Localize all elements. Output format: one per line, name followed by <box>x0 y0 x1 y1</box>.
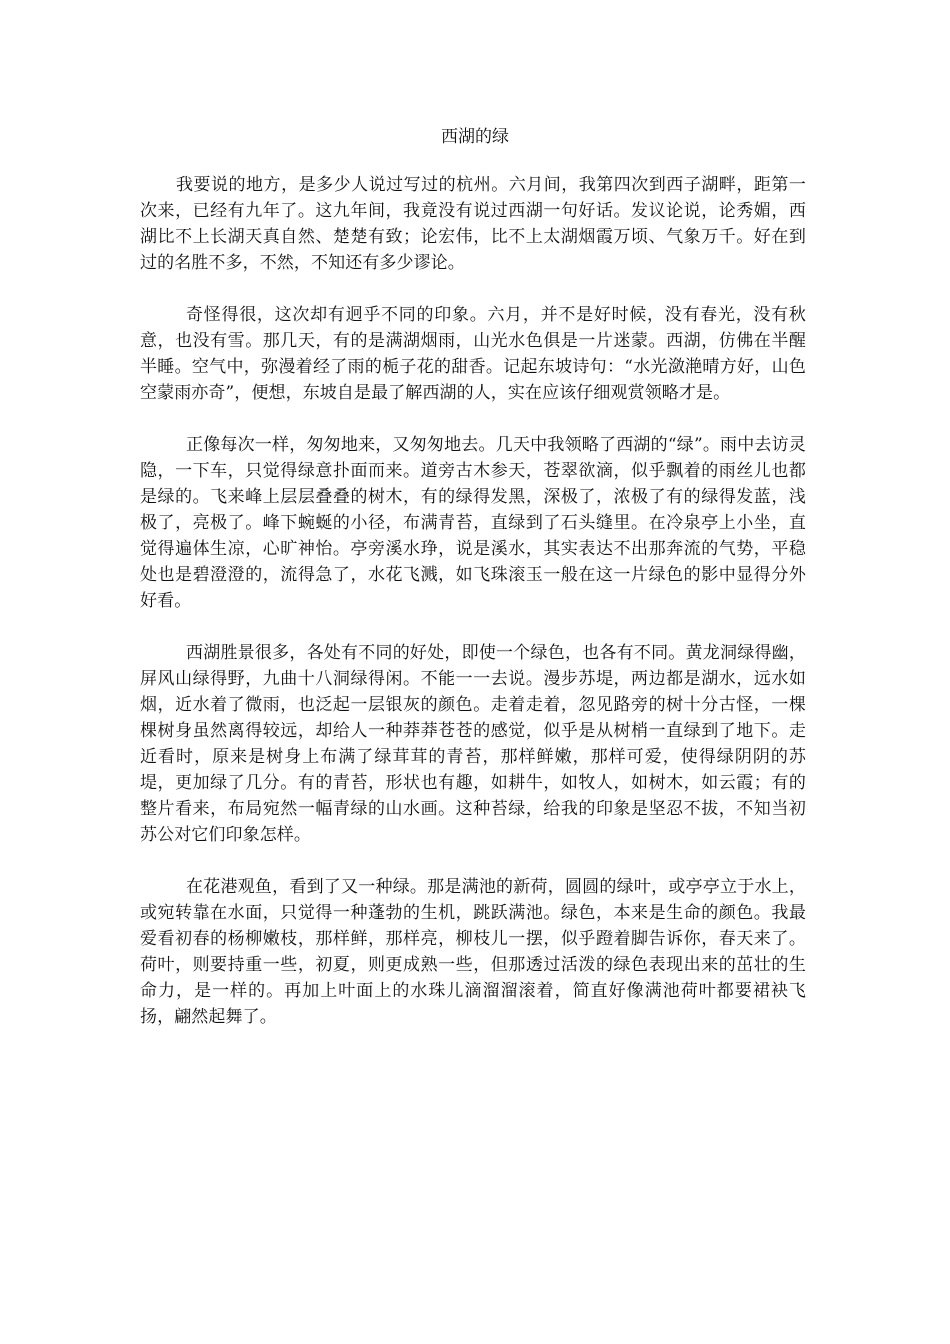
paragraph-1: 我要说的地方，是多少人说过写过的杭州。六月间，我第四次到西子湖畔，距第一次来，已经有九年了。这九年间，我竟没有说过西湖一句好话。发议论说，论秀媚，西湖比不上长湖天真自然、楚楚有致；论宏伟，比不上太湖烟霞万顷、气象万千。好在到过的名胜不多，不然，不知还有多少谬论。 <box>140 175 806 273</box>
page-title: 西湖的绿 <box>441 127 509 147</box>
paragraph-4: 西湖胜景很多，各处有不同的好处，即使一个绿色，也各有不同。黄龙洞绿得幽，屏风山绿得野，九曲十八洞绿得闲。不能一一去说。漫步苏堤，两边都是湖水，远水如烟，近水着了微雨，也泛起一层银灰的颜色。走着走着，忽见路旁的树十分古怪，一棵棵树身虽然离得较远，却给人一种莽莽苍苍的感觉，似乎是从树梢一直绿到了地下。走近看时，原来是树身上布满了绿茸茸的青苔，那样鲜嫩，那样可爱，使得绿阴阴的苏堤，更加绿了几分。有的青苔，形状也有趣，如耕牛，如牧人，如树木，如云霞；有的整片看来，布局宛然一幅青绿的山水画。这种苔绿，给我的印象是坚忍不拔，不知当初苏公对它们印象怎样。 <box>140 643 806 845</box>
paragraph-3: 正像每次一样，匆匆地来，又匆匆地去。几天中我领略了西湖的“绿”。雨中去访灵隐，一下车，只觉得绿意扑面而来。道旁古木参天，苍翠欲滴，似乎飘着的雨丝儿也都是绿的。飞来峰上层层叠叠的树木，有的绿得发黑，深极了，浓极了有的绿得发蓝，浅极了，亮极了。峰下蜿蜒的小径，布满青苔，直绿到了石头缝里。在冷泉亭上小坐，直觉得遍体生凉，心旷神怡。亭旁溪水琤，说是溪水，其实表达不出那奔流的气势，平稳处也是碧澄澄的，流得急了，水花飞溅，如飞珠滚玉一般在这一片绿色的影中显得分外好看。 <box>140 435 806 611</box>
article-body <box>140 172 806 1056</box>
paragraph-2: 奇怪得很，这次却有迥乎不同的印象。六月，并不是好时候，没有春光，没有秋意，也没有雪。那几天，有的是满湖烟雨，山光水色俱是一片迷蒙。西湖，仿佛在半醒半睡。空气中，弥漫着经了雨的栀子花的甜香。记起东坡诗句：“水光潋滟晴方好，山色空蒙雨亦奇”，便想，东坡自是最了解西湖的人，实在应该仔细观赏领略才是。 <box>140 305 806 403</box>
paragraph-5: 在花港观鱼，看到了又一种绿。那是满池的新荷，圆圆的绿叶，或亭亭立于水上，或宛转靠在水面，只觉得一种蓬勃的生机，跳跃满池。绿色，本来是生命的颜色。我最爱看初春的杨柳嫩枝，那样鲜，那样亮，柳枝儿一摆，似乎蹬着脚告诉你，春天来了。荷叶，则要持重一些，初夏，则更成熟一些，但那透过活泼的绿色表现出来的茁壮的生命力，是一样的。再加上叶面上的水珠儿滴溜溜滚着，简直好像满池荷叶都要裙袂飞扬，翩然起舞了。 <box>140 877 806 1027</box>
